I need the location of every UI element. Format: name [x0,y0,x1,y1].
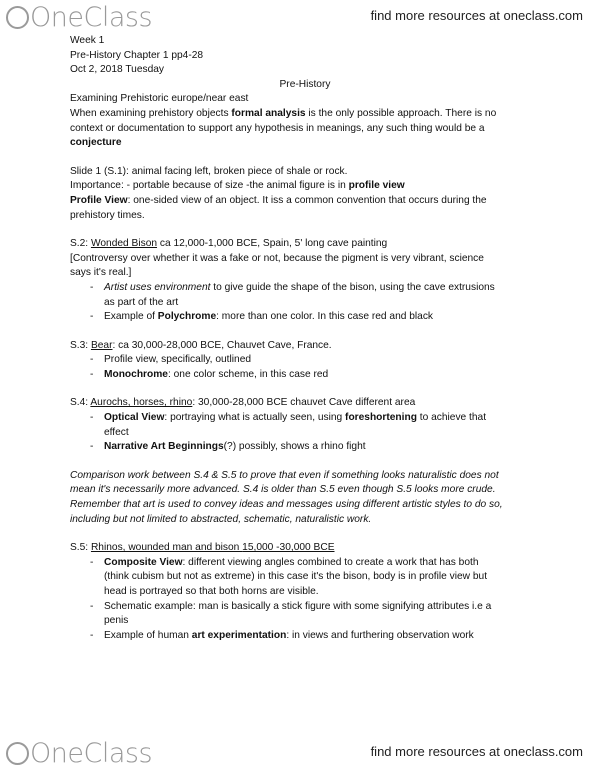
slide-2-heading: S.2: Wonded Bison ca 12,000-1,000 BCE, Spain, 5' long cave painting [70,238,388,250]
list-item: - Composite View: different viewing angles combined to create a work that has both [70,556,540,571]
slide-3-list [70,353,540,382]
slide-1-importance: Importance: - portable because of size -the animal figure is in profile view [70,180,405,192]
slide-4-heading: S.4: Aurochs, horses, rhino: 30,000-28,000 BCE chauvet Cave different area [70,397,416,409]
slide-5-heading: S.5: Rhinos, wounded man and bison 15,000 -30,000 BCE [70,542,335,554]
oneclass-logo[interactable] [6,738,152,769]
list-item: - Example of human art experimentation: in views and furthering observation work [70,629,540,644]
list-item-cont: as part of the art [104,296,179,308]
list-item: - Schematic example: man is basically a stick figure with some signifying attributes i.e a [70,600,540,615]
slide-2-note-cont: says it's real.] [70,267,132,279]
document-body [70,34,540,643]
comparison-note: Comparison work between S.4 & S.5 to prove that even if something looks naturalistic does not [70,469,499,481]
intro-line: context or documentation to support any hypothesis in meanings, any such thing would be a [70,122,485,134]
week-label: Week 1 [70,35,105,46]
document-title: Pre-History [279,78,331,90]
intro-line: conjecture [70,137,122,149]
footer-tagline[interactable]: find more resources at oneclass.com [370,744,583,759]
list-item: - Profile view, specifically, outlined [70,353,540,368]
comparison-note: mean it's necessarily more advanced. S.4 is older than S.5 even though S.5 looks more crude. [70,484,496,496]
intro-line: When examining prehistory objects formal analysis is the only possible approach. There is no [70,107,497,119]
list-item-cont: head is portrayed so that both horns are visible. [104,586,319,597]
slide-5-list [70,556,540,644]
logo-circle-icon [6,742,29,765]
slide-4-list [70,411,540,455]
comparison-note: Remember that art is used to convey ideas and messages using different artistic styles to do so, [70,499,503,511]
list-item-cont: penis [104,615,129,627]
page-footer [0,738,595,770]
logo-text: OneClass [30,2,153,33]
slide-2-list [70,281,540,325]
profile-view-definition: Profile View: one-sided view of an object. It iss a common convention that occurs during the [70,194,487,206]
list-item: - Optical View: portraying what is actually seen, using foreshortening to achieve that [70,411,540,426]
logo-text: OneClass [30,738,153,769]
list-item-cont: (think cubism but not as extreme) in this case it's the bison, body is in profile view but [104,571,488,583]
intro-line: Examining Prehistoric europe/near east [70,93,249,105]
slide-3-heading: S.3: Bear: ca 30,000-28,000 BCE, Chauvet Cave, France. [70,339,332,351]
oneclass-logo[interactable] [6,2,152,33]
list-item-cont: effect [104,426,129,438]
date-label: Oct 2, 2018 Tuesday [70,64,165,76]
list-item: - Narrative Art Beginnings(?) possibly, shows a rhino fight [70,440,540,455]
logo-circle-icon [6,6,29,29]
list-item: - Monochrome: one color scheme, in this case red [70,368,540,383]
page-header [0,0,595,34]
list-item: - Example of Polychrome: more than one color. In this case red and black [70,310,540,325]
profile-view-definition-cont: prehistory times. [70,209,145,221]
slide-1-heading: Slide 1 (S.1): animal facing left, broken piece of shale or rock. [70,165,348,177]
chapter-label: Pre-History Chapter 1 pp4-28 [70,49,204,61]
comparison-note: including but not limited to abstracted, schematic, naturalistic work. [70,513,372,525]
slide-2-note: [Controversy over whether it was a fake or not, because the pigment is very vibrant, science [70,252,484,264]
header-tagline[interactable]: find more resources at oneclass.com [370,8,583,23]
list-item: - Artist uses environment to give guide the shape of the bison, using the cave extrusions [70,281,540,296]
